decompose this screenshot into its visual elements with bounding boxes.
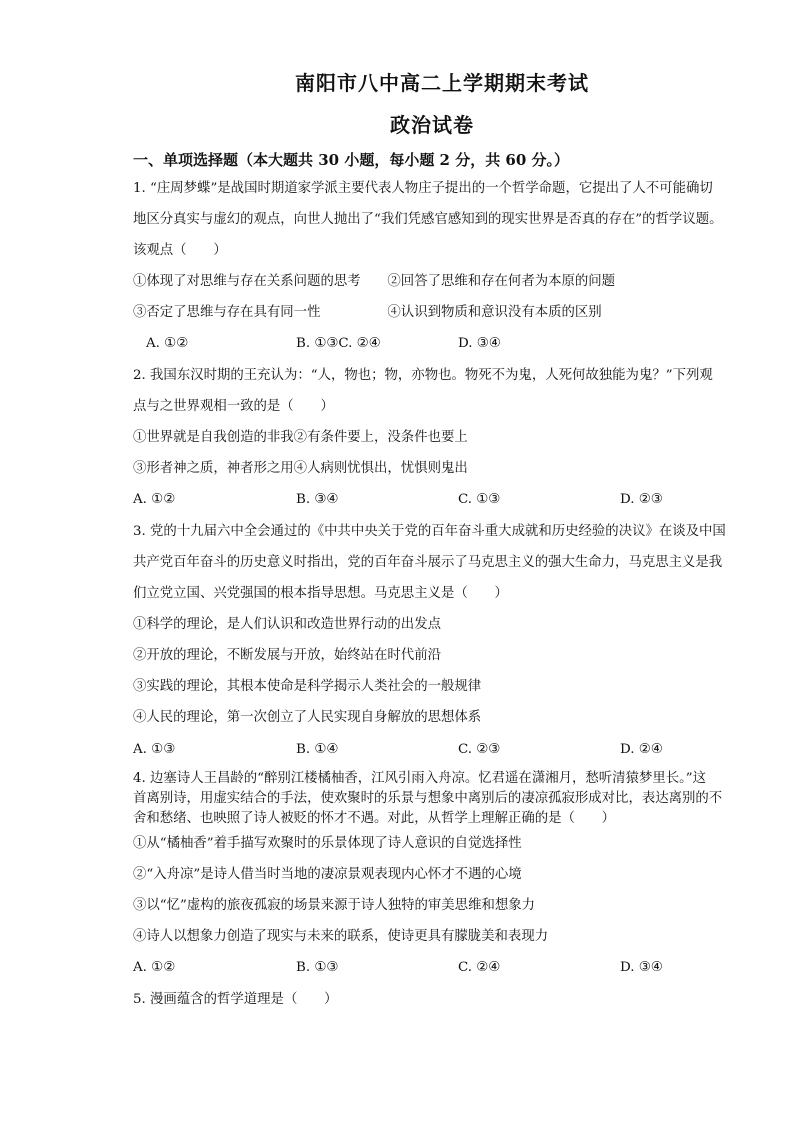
question-3-line-3: 们立党立国、兴党强国的根本指导思想。马克思主义是（ ） — [133, 586, 508, 601]
question-1-statement-3-4: ③否定了思维与存在具有同一性 ④认识到物质和意识没有本质的区别 — [133, 305, 602, 320]
question-2-statement-3-4: ③形者神之质，神者形之用④人病则忧惧出，忧惧则鬼出 — [133, 461, 468, 476]
question-3-line-1: 3. 党的十九届六中全会通过的《中共中央关于党的百年奋斗重大成就和历史经验的决议》在谈及中国 — [133, 524, 726, 539]
question-2-option-c: C. ①③ — [458, 492, 501, 507]
question-3-statement-2: ②开放的理论，不断发展与开放，始终站在时代前沿 — [133, 648, 441, 663]
question-3-statement-1: ①科学的理论，是人们认识和改造世界行动的出发点 — [133, 617, 441, 632]
question-1-statement-1-2: ①体现了对思维与存在关系问题的思考 ②回答了思维和存在何者为本原的问题 — [133, 274, 616, 289]
question-3-option-c: C. ②③ — [458, 742, 501, 757]
question-4-option-b: B. ①③ — [296, 960, 339, 975]
question-4-statement-1: ①从“橘柚香”着手描写欢聚时的乐景体现了诗人意识的自觉选择性 — [133, 836, 522, 851]
question-4-line-1: 4. 边塞诗人王昌龄的“醉别江楼橘柚香，江风引雨入舟凉。忆君遥在潇湘月，愁听清猿梦里长。”这 — [133, 771, 707, 786]
question-4-option-a: A. ①② — [133, 960, 176, 975]
question-4-option-d: D. ③④ — [620, 960, 663, 975]
question-2-option-a: A. ①② — [133, 492, 176, 507]
question-3-option-b: B. ①④ — [296, 742, 339, 757]
question-4-statement-2: ②“入舟凉”是诗人借当时当地的凄凉景观表现内心怀才不遇的心境 — [133, 867, 522, 882]
question-4-statement-4: ④诗人以想象力创造了现实与未来的联系，使诗更具有朦胧美和表现力 — [133, 929, 549, 944]
question-1-line-1: 1. “庄周梦蝶”是战国时期道家学派主要代表人物庄子提出的一个哲学命题，它提出了人不可能确切 — [133, 181, 713, 196]
question-4-line-3: 舍和愁绪、也映照了诗人被贬的怀才不遇。对此，从哲学上理解正确的是（ ） — [133, 811, 616, 826]
question-2-line-2: 点与之世界观相一致的是（ ） — [133, 399, 334, 414]
question-4-statement-3: ③以“忆”虚构的旅夜孤寂的场景来源于诗人独特的审美思维和想象力 — [133, 898, 536, 913]
question-1-line-2: 地区分真实与虚幻的观点，向世人抛出了“我们凭感官感知到的现实世界是否真的存在”的哲学议题。 — [133, 212, 723, 227]
question-2-option-b: B. ③④ — [296, 492, 339, 507]
question-3-option-a: A. ①③ — [133, 742, 176, 757]
page-title: 南阳市八中高二上学期期末考试 — [295, 71, 589, 95]
question-1-line-3: 该观点（ ） — [133, 243, 227, 258]
page-subtitle: 政治试卷 — [390, 113, 474, 137]
question-3-statement-3: ③实践的理论，其根本使命是科学揭示人类社会的一般规律 — [133, 679, 482, 694]
question-2-line-1: 2. 我国东汉时期的王充认为：“人，物也；物，亦物也。物死不为鬼，人死何故独能为鬼？”下列观 — [133, 368, 713, 383]
question-1-option-a: A. ①② — [146, 336, 189, 351]
question-2-option-d: D. ②③ — [620, 492, 663, 507]
question-5-line-1: 5. 漫画蕴含的哲学道理是（ ） — [133, 992, 338, 1007]
question-3-line-2: 共产党百年奋斗的历史意义时指出，党的百年奋斗展示了马克思主义的强大生命力，马克思主义是我 — [133, 555, 723, 570]
section-heading: 一、单项选择题（本大题共 30 小题，每小题 2 分，共 60 分。） — [133, 151, 570, 169]
question-1-option-b-c: B. ①③C. ②④ — [296, 336, 381, 351]
question-2-statement-1-2: ①世界就是自我创造的非我②有条件要上，没条件也要上 — [133, 430, 468, 445]
question-1-option-d: D. ③④ — [458, 336, 501, 351]
question-3-statement-4: ④人民的理论，第一次创立了人民实现自身解放的思想体系 — [133, 710, 482, 725]
question-4-line-2: 首离别诗，用虚实结合的手法，使欢聚时的乐景与想象中离别后的凄凉孤寂形成对比，表达离别的不 — [133, 791, 723, 806]
question-3-option-d: D. ②④ — [620, 742, 663, 757]
question-4-option-c: C. ②④ — [458, 960, 501, 975]
